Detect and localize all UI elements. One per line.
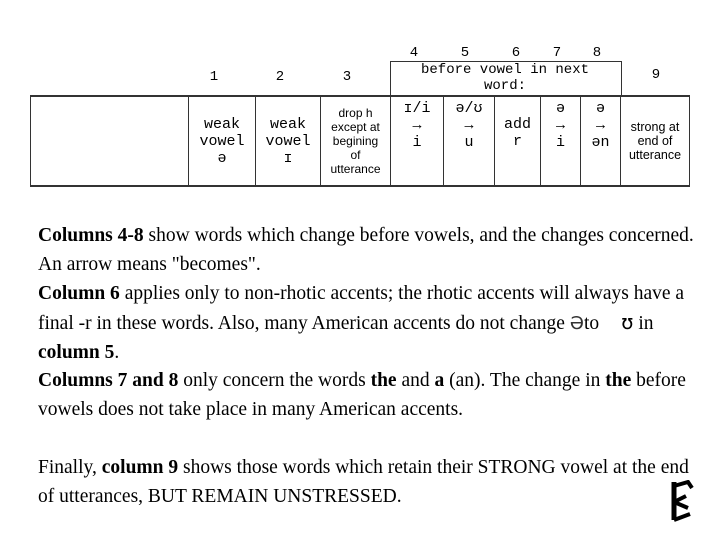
upsilon-symbol: ʊ	[621, 310, 634, 334]
cell-col-9-text: strong at end of utterance	[628, 120, 682, 162]
col-num-6: 6	[511, 45, 521, 61]
col-num-8: 8	[592, 45, 602, 61]
column-9-bold: column 9	[101, 457, 179, 478]
cell-col-4-text: ɪ/i → i	[403, 100, 431, 151]
cell-col-3-text: drop h except at begining of utterance	[330, 106, 381, 176]
cell-col-7-text: ə → i	[555, 100, 565, 151]
paragraph-column-6	[38, 279, 698, 367]
cell-col-4	[391, 96, 443, 186]
a-bold: a	[434, 370, 445, 391]
to-word: to	[583, 313, 600, 334]
header-group-label: before vowel in next word:	[420, 62, 590, 94]
column-9-text: shows those words which retain their STRONG vowel at the end of utterances, BUT REMAIN UNSTRESSED.	[38, 457, 689, 507]
col-num-1: 1	[209, 69, 219, 85]
paragraph-columns-4-8	[38, 221, 698, 279]
col-num-4: 4	[409, 45, 419, 61]
schwa-symbol: Ə	[569, 313, 584, 334]
col-divider	[689, 96, 690, 186]
cell-col-2	[256, 96, 320, 186]
cell-col-3	[321, 96, 390, 186]
column-6-text: applies only to non-rhotic accents; the rhotic accents will always have a final -r in these words. Also, many American accents do not change	[38, 283, 685, 334]
cell-col-5	[444, 96, 494, 186]
the-bold-2: the	[605, 370, 632, 391]
cell-col-8-text: ə → ən	[591, 100, 610, 151]
cell-col-7	[541, 96, 580, 186]
columns-7-8-text-c: before vowels does not take place in many American accents.	[38, 370, 686, 420]
columns-7-8-bold: Columns 7 and 8	[38, 370, 179, 391]
finally-word: Finally,	[38, 457, 102, 478]
columns-4-8-text: show words which change before vowels, and the changes concerned. An arrow means "becomes".	[38, 225, 694, 275]
cell-col-1-text: weak vowel ə	[199, 115, 245, 167]
columns-7-8-text-b: (an). The change in	[444, 370, 606, 391]
in-word: in	[633, 313, 654, 334]
col-num-5: 5	[460, 45, 470, 61]
and-word: and	[396, 370, 435, 391]
rune-logo-icon	[664, 480, 698, 522]
the-bold: the	[370, 370, 397, 391]
col-divider	[30, 96, 31, 186]
col-num-3: 3	[342, 69, 352, 85]
cell-col-5-text: ə/ʊ → u	[455, 100, 483, 151]
col-num-7: 7	[552, 45, 562, 61]
column-5-bold: column 5	[38, 342, 115, 363]
cell-col-6-text: add r	[503, 116, 531, 150]
cell-col-9	[621, 96, 689, 186]
columns-7-8-text-a: only concern the words	[178, 370, 371, 391]
col-num-9: 9	[651, 67, 661, 83]
cell-col-2-text: weak vowel ɪ	[265, 115, 311, 167]
columns-4-8-bold: Columns 4-8	[38, 225, 144, 246]
paragraph-columns-7-8	[38, 366, 698, 424]
col-num-2: 2	[275, 69, 285, 85]
paragraph-column-9	[38, 453, 698, 511]
cell-col-6	[495, 96, 540, 186]
column-6-bold: Column 6	[38, 283, 120, 304]
cell-col-1	[189, 96, 255, 186]
period: .	[114, 342, 120, 363]
cell-col-8	[581, 96, 620, 186]
